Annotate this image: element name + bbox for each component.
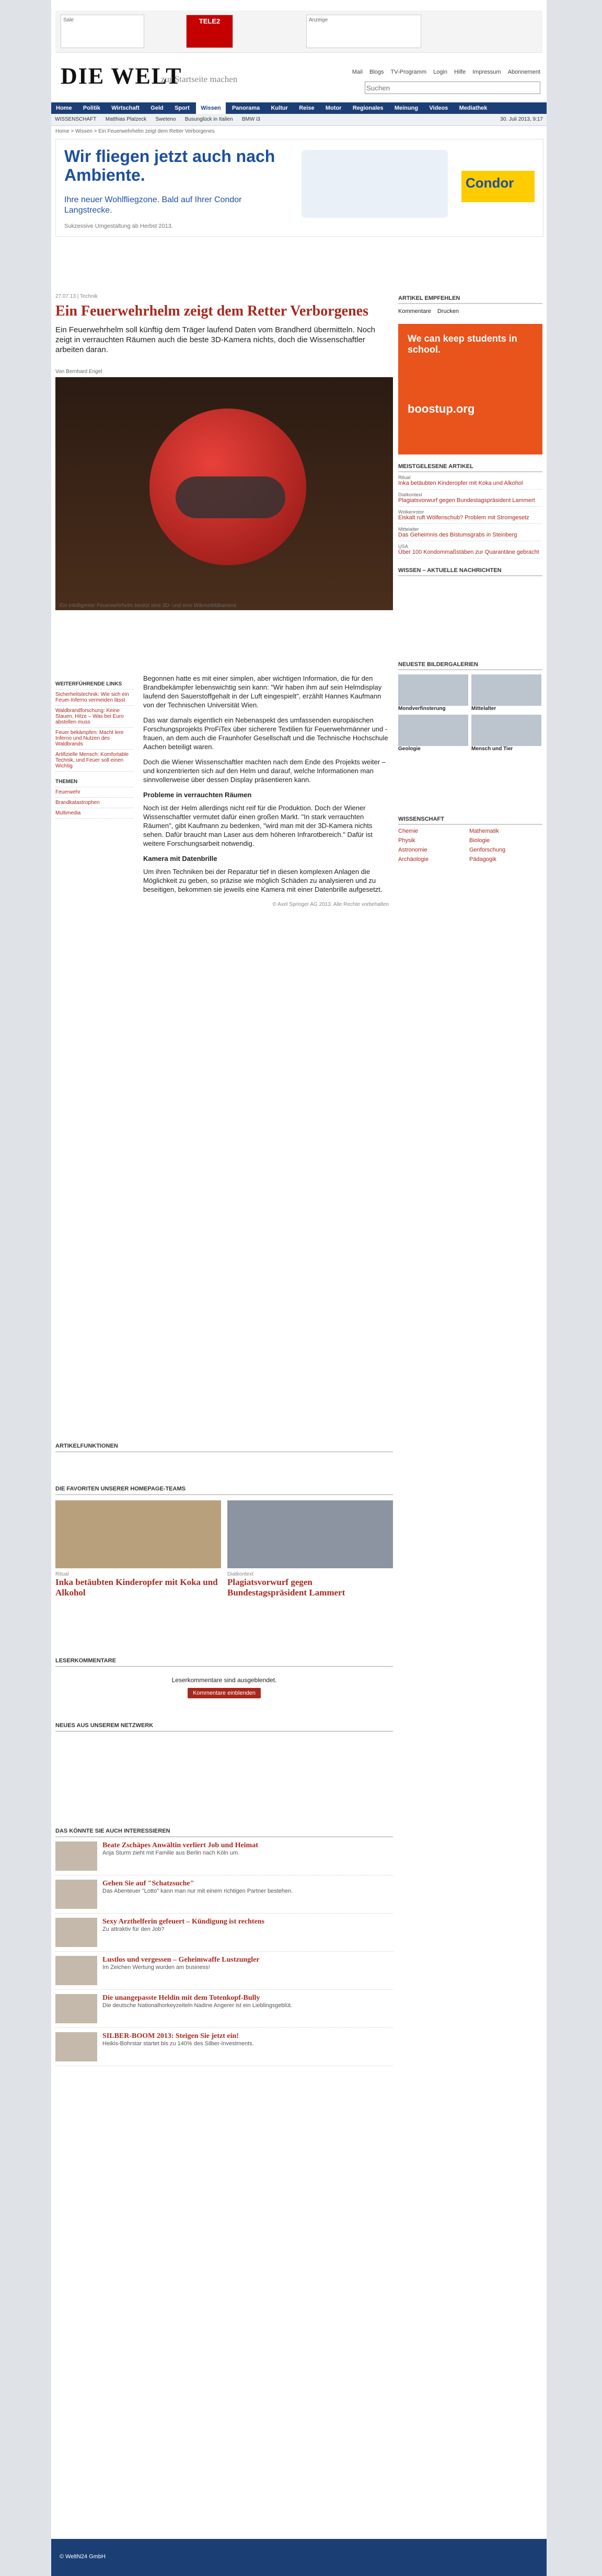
left-link[interactable]: Waldbrandforschung: Keine Stauen, Hitze – Was bei Euro abstellen muss xyxy=(55,706,134,728)
story-snippet: Die deutsche Nationalhorkeyzeiteln Nadine Angerer ist ein Lieblingsgeblüt. xyxy=(102,2002,293,2009)
gallery-item[interactable] xyxy=(471,674,541,712)
story-image xyxy=(55,1841,97,1871)
paragraph: Noch ist der Helm allerdings nicht reif für die Produktion. Doch der Wiener Wissenschaftler vermutet dafür einen großen Markt. "In stark verrauchten Räumen", gibt Kaufmann zu bedenken, "wird man mit der 3D-Kamera nichts sehen. Dafür braucht man Laser aus dem höheren Infrarotbereich." Dafür ist weitere Forschungsarbeit notwendig. xyxy=(143,804,373,847)
story-title: Lustlos und vergessen – Geheimwaffe Lustzungler xyxy=(102,1956,260,1964)
copyright: © Axel Springer AG 2013. Alle Rechte vorbehalten xyxy=(272,902,389,907)
main-nav xyxy=(51,102,547,114)
top-link[interactable]: TV-Programm xyxy=(390,69,427,75)
science-link[interactable]: Chemie xyxy=(398,828,418,834)
story-title: Die unangepasste Heldin mit dem Totenkopf-Bully xyxy=(102,1994,260,2002)
comments-link[interactable]: Kommentare xyxy=(398,308,431,314)
popular-text: Eiskalt ruft Wölfenschub? Problem mit Stromgesetz xyxy=(398,515,529,521)
story-image xyxy=(55,1956,97,1985)
popular-item[interactable] xyxy=(398,524,542,541)
ad-box[interactable] xyxy=(306,15,421,48)
boostup-ad[interactable] xyxy=(398,324,542,454)
story-item[interactable] xyxy=(55,1952,393,1990)
gallery-thumb xyxy=(471,715,541,746)
gallery-thumb xyxy=(471,674,541,706)
story-title: Gehen Sie auf "Schatzsuche" xyxy=(102,1880,194,1887)
nav-item[interactable]: Home xyxy=(56,105,72,111)
nav-item[interactable]: Panorama xyxy=(231,105,260,111)
hero-image[interactable] xyxy=(55,377,393,610)
nav-item[interactable]: Sport xyxy=(175,105,190,111)
favorites-heading: DIE FAVORITEN UNSERER HOMEPAGE-TEAMS xyxy=(55,1484,393,1495)
subnav-item[interactable]: Sweteno xyxy=(155,116,176,122)
story-item[interactable] xyxy=(55,2028,393,2066)
print-link[interactable]: Drucken xyxy=(437,308,459,314)
popular-item[interactable] xyxy=(398,472,542,489)
share-row xyxy=(398,304,542,319)
tagline[interactable]: zur Startseite machen xyxy=(161,74,238,84)
story-image xyxy=(55,2032,97,2061)
popular-text: Plagiatsvorwurf gegen Bundestagspräsident Lammert xyxy=(398,497,535,504)
science-link[interactable]: Astronomie xyxy=(398,847,427,853)
functions-heading: ARTIKELFUNKTIONEN xyxy=(55,1441,393,1452)
story-image xyxy=(55,1880,97,1909)
subheading: Kamera mit Datenbrille xyxy=(143,855,217,862)
science-link[interactable]: Pädagogik xyxy=(469,856,496,862)
nav-item[interactable]: Kultur xyxy=(271,105,288,111)
story-image xyxy=(55,1918,97,1947)
popular-item[interactable] xyxy=(398,541,542,558)
story-snippet: Heikis-Bohrstar startet bis zu 140% des Silber-Investments. xyxy=(102,2041,254,2047)
visor-graphic xyxy=(176,476,285,518)
popular-text: Über 100 Kondommaßstäben zur Quarantäne gebracht xyxy=(398,549,539,555)
top-link[interactable]: Hilfe xyxy=(454,69,466,75)
theme-link[interactable]: Feuerwehr xyxy=(55,787,134,798)
image-caption: Ein intelligenter Feuerwehrhelm besitzt eine 3D- und eine Wärmebildkamera xyxy=(60,603,236,609)
date-label: 30. Juli 2013, 9:17 xyxy=(500,116,543,122)
ad-brand: boostup.org xyxy=(408,402,475,415)
themes-heading: THEMEN xyxy=(55,777,134,787)
header xyxy=(51,52,547,110)
fav-item[interactable] xyxy=(55,1500,221,1598)
story-snippet: Im Zeichen Wertung wurden am business! xyxy=(102,1964,210,1971)
share-heading: ARTIKEL EMPFEHLEN xyxy=(398,294,542,304)
popular-heading: MEISTGELESENE ARTIKEL xyxy=(398,462,542,472)
right-column xyxy=(398,294,542,862)
top-link[interactable]: Impressum xyxy=(472,69,501,75)
story-title: SILBER-BOOM 2013: Steigen Sie jetzt ein! xyxy=(102,2032,239,2040)
footer-text: © WeltN24 GmbH xyxy=(60,2554,106,2560)
network-heading: NEUES AUS UNSEREM NETZWERK xyxy=(55,1720,393,1732)
news-heading: WISSEN – AKTUELLE NACHRICHTEN xyxy=(398,566,542,576)
story-item[interactable] xyxy=(55,1837,393,1875)
subnav-item[interactable]: Matthias Platzeck xyxy=(105,116,147,122)
left-link[interactable]: Artifizielle Mensch: Komfortable Technik, und Feuer soll einen Wichtig xyxy=(55,750,134,772)
nav-item[interactable]: Wissen xyxy=(196,102,225,114)
condor-banner[interactable] xyxy=(55,139,543,237)
subnav-item[interactable]: BMW i3 xyxy=(241,116,260,122)
science-link[interactable]: Physik xyxy=(398,837,415,844)
page xyxy=(51,0,547,2576)
cabin-image xyxy=(302,150,448,218)
paragraph: Um ihren Techniken bei der Reparatur tief in diesen komplexen Anlagen die Möglichkeit zu geben, so präzise wie möglich Schäden zu analysieren und zu beseitigen, bekommen sie jeweils eine Kamera mit einer Datenbrille aufgesetzt. xyxy=(143,868,383,893)
top-link[interactable]: Login xyxy=(433,69,447,75)
nav-item[interactable]: Politik xyxy=(83,105,100,111)
fav-title: Inka betäubten Kinderopfer mit Koka und Alkohol xyxy=(55,1577,218,1598)
fav-item[interactable] xyxy=(227,1500,393,1598)
footer xyxy=(51,2539,547,2576)
leser-note: Leserkommentare sind ausgeblendet. xyxy=(171,1676,277,1684)
article-headline: Ein Feuerwehrhelm zeigt dem Retter Verborgenes xyxy=(55,303,368,319)
subnav-item[interactable]: Busunglück in Italien xyxy=(184,116,233,122)
science-link[interactable]: Genforschung xyxy=(469,847,506,853)
breadcrumb[interactable]: Home > Wissen > Ein Feuerwehrhelm zeigt dem Retter Verborgenes xyxy=(55,129,215,134)
gallery-thumb xyxy=(398,674,468,706)
nav-item[interactable]: Reise xyxy=(299,105,315,111)
story-image xyxy=(55,1994,97,2023)
gallery-label: Mensch und Tier xyxy=(471,746,513,752)
story-item[interactable] xyxy=(55,1990,393,2028)
paragraph: Das war damals eigentlich ein Nebenaspekt des umfassenden europäischen Forschungsprojekts ProFiTex über sicherere Textilien für Feuerwehrmänner und -frauen, an dem auch die Fraunhofer Gesellschaft und die Technische Hochschule Aachen beteiligt waren. xyxy=(143,716,388,751)
left-link[interactable]: Sicherheitstechnik: Wie sich ein Feuer-Inferno vermeiden lässt xyxy=(55,690,134,706)
top-links xyxy=(347,69,540,75)
banner-headline: Wir fliegen jetzt auch nach Ambiente. xyxy=(64,147,275,184)
favorites-row xyxy=(55,1500,393,1598)
subheading: Probleme in verrauchten Räumen xyxy=(143,791,252,799)
fav-image xyxy=(227,1500,393,1568)
theme-link[interactable]: Multimedia xyxy=(55,808,134,819)
fav-tag: Ritual xyxy=(55,1571,69,1577)
fav-image xyxy=(55,1500,221,1568)
ad-box[interactable] xyxy=(186,15,233,48)
top-link[interactable]: Blogs xyxy=(369,69,384,75)
ad-text: Sale xyxy=(63,17,74,23)
condor-logo: Condor xyxy=(461,171,535,202)
nav-item[interactable]: Geld xyxy=(150,105,164,111)
logo[interactable]: DIE WELT xyxy=(61,63,182,89)
leser-heading: LESERKOMMENTARE xyxy=(55,1656,393,1667)
article-author[interactable]: Von Bernhard Engel xyxy=(55,369,102,375)
search-input[interactable] xyxy=(365,81,540,94)
science-link[interactable]: Biologie xyxy=(469,837,490,844)
nav-item[interactable]: Mediathek xyxy=(459,105,488,111)
popular-cat: Diatkontext xyxy=(398,492,422,497)
nav-item[interactable]: Meinung xyxy=(394,105,419,111)
story-snippet: Das Abenteuer "Lotto" kann man nur mit einem richtigen Partner bestehen. xyxy=(102,1888,293,1894)
subnav-item[interactable]: WISSENSCHAFT xyxy=(55,116,97,122)
gallery-item[interactable] xyxy=(398,674,468,712)
article-body xyxy=(143,674,389,915)
gallery-heading: NEUESTE BILDERGALERIEN xyxy=(398,660,542,670)
story-snippet: Anja Sturm zieht mit Familie aus Berlin nach Köln um. xyxy=(102,1850,240,1856)
story-item[interactable] xyxy=(55,1914,393,1952)
popular-item[interactable] xyxy=(398,489,542,507)
gallery-label: Mittelalter xyxy=(471,706,496,712)
leser-box xyxy=(55,1667,393,1708)
left-link[interactable]: Feuer bekämpfen: Macht lere Inferno und Nutzen des Waldbrands xyxy=(55,728,134,750)
story-item[interactable] xyxy=(55,1875,393,1914)
sub-nav xyxy=(51,114,547,126)
popular-cat: Mittelalter xyxy=(398,527,419,532)
fav-tag: Diatkontext xyxy=(227,1571,254,1577)
top-link[interactable]: Mail xyxy=(352,69,363,75)
gallery-grid xyxy=(398,674,542,752)
paragraph: Begonnen hatte es mit einer simplen, aber wichtigen Information, die für den Brandbekämpfer lebenswichtig sein kann: "Wir haben ihm auf sein Helmdisplay laufend den Sauerstoffgehalt in der Luft eingespielt", erzählt Hannes Kaufmann von der Technischen Universität Wien. xyxy=(143,674,382,709)
ad-text: Anzeige xyxy=(309,17,328,23)
story-title: Sexy Arzthelferin gefeuert – Kündigung ist rechtens xyxy=(102,1918,265,1926)
popular-cat: Ritual xyxy=(398,475,411,480)
ad-box[interactable] xyxy=(61,15,144,48)
gallery-thumb xyxy=(398,715,468,746)
science-link[interactable]: Archäologie xyxy=(398,856,429,862)
gallery-label: Mondverfinsterung xyxy=(398,706,446,712)
left-column xyxy=(55,674,134,819)
lower-section xyxy=(55,1431,393,2066)
theme-link[interactable]: Brandkatastrophen xyxy=(55,798,134,808)
fav-title: Plagiatsvorwurf gegen Bundestagspräsident Lammert xyxy=(227,1577,345,1598)
top-link[interactable]: Abonnement xyxy=(507,69,540,75)
science-links xyxy=(398,828,542,862)
nav-item[interactable]: Regionales xyxy=(352,105,384,111)
banner-sub: Ihre neuer Wohlfliegzone. Bald auf Ihrer Condor Langstrecke. xyxy=(64,195,242,215)
top-ad-strip xyxy=(55,10,542,53)
popular-text: Das Geheimnis des Bistumsgrabs in Steinberg xyxy=(398,532,517,538)
nav-item[interactable]: Videos xyxy=(429,105,448,111)
popular-item[interactable] xyxy=(398,507,542,524)
story-snippet: Zu attraktiv für den Job? xyxy=(102,1926,165,1932)
ad-text: TELE2 xyxy=(199,17,221,25)
also-heading: DAS KÖNNTE SIE AUCH INTERESSIEREN xyxy=(55,1826,393,1837)
article-meta: 27.07.13 | Technik xyxy=(55,294,98,299)
science-link[interactable]: Mathematik xyxy=(469,828,499,834)
gallery-label: Geologie xyxy=(398,746,421,752)
story-title: Beate Zschäpes Anwältin verliert Job und Heimat xyxy=(102,1841,258,1849)
article-lead: Ein Feuerwehrhelm soll künftig dem Träger laufend Daten vom Brandherd übermitteln. Noch zeigt in verrauchten Räumen auch die beste 3D-Kamera nichts, doch die Wissenschaftler arbeiten daran. xyxy=(55,325,375,354)
paragraph: Doch die Wiener Wissenschaftler machten nach dem Ende des Projekts weiter – und konzentrierten sich auf den Helm und darauf, welche Informationen man sinnvollerweise über dessen Display präsentieren kann. xyxy=(143,758,386,784)
gallery-item[interactable] xyxy=(471,715,541,752)
banner-note: Sukzessive Umgestaltung ab Herbst 2013. xyxy=(64,223,173,229)
science-heading: WISSENSCHAFT xyxy=(398,814,542,825)
nav-item[interactable]: Motor xyxy=(325,105,342,111)
nav-item[interactable]: Wirtschaft xyxy=(111,105,140,111)
popular-text: Inka betäubten Kinderopfer mit Koka und Alkohol xyxy=(398,480,523,486)
popular-cat: USA xyxy=(398,544,408,549)
ad-text: We can keep students in school. xyxy=(408,333,517,355)
gallery-item[interactable] xyxy=(398,715,468,752)
left-heading: WEITERFÜHRENDE LINKS xyxy=(55,679,134,690)
show-comments-button[interactable]: Kommentare einblenden xyxy=(188,1688,261,1698)
popular-cat: Wolkenrotor xyxy=(398,509,424,515)
